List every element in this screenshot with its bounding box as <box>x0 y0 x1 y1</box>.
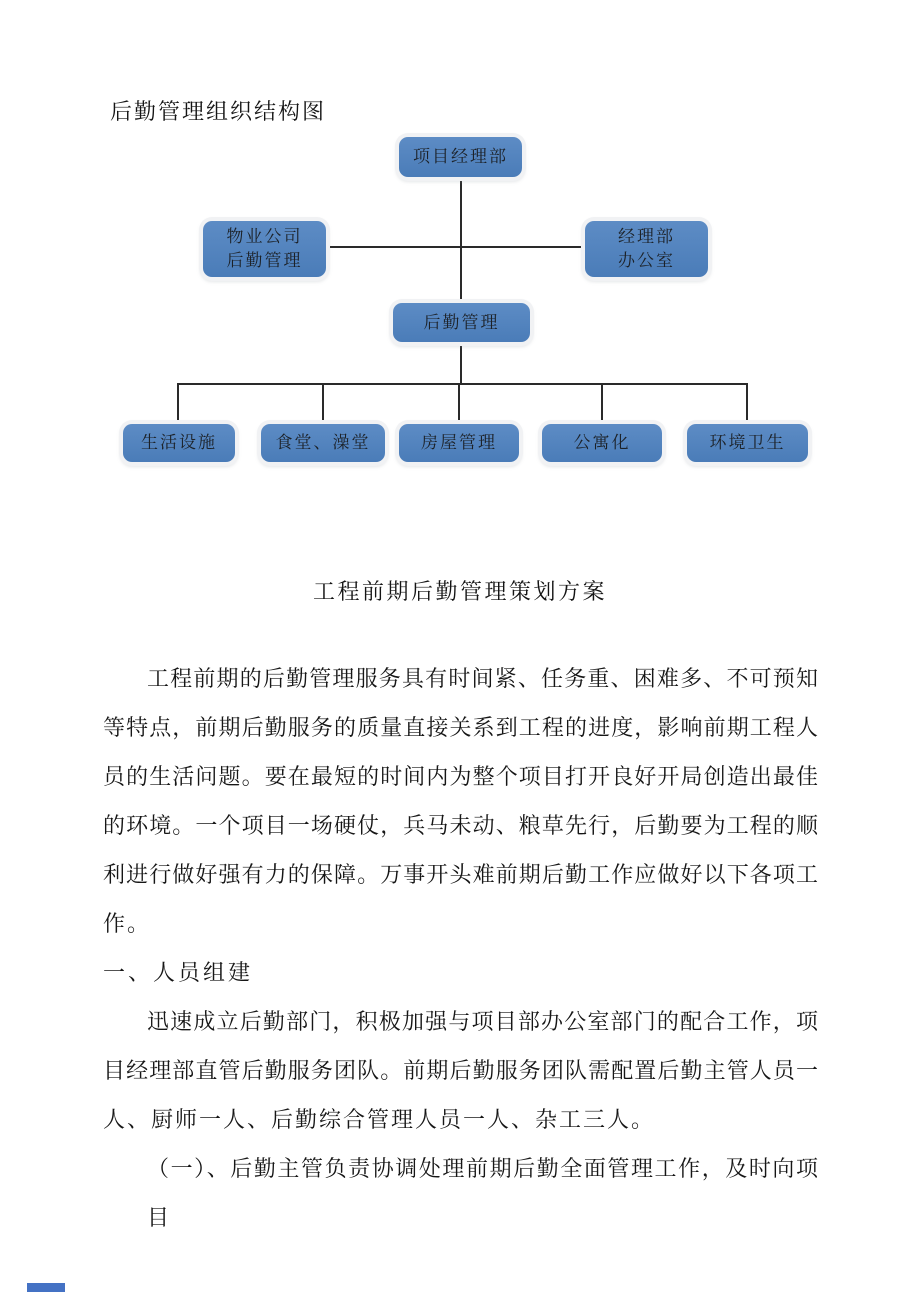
org-node-label: 环境卫生 <box>709 433 786 452</box>
connector-drop-2 <box>322 383 324 424</box>
connector-drop-4 <box>601 383 603 424</box>
paragraph-line: 作。 <box>103 911 152 936</box>
page-corner-mark <box>27 1283 65 1292</box>
org-node-label: 食堂、澡堂 <box>275 433 371 452</box>
org-node-apartmentization <box>542 424 662 462</box>
connector-top-vertical <box>460 177 462 304</box>
paragraph-line: 迅速成立后勤部门，积极加强与项目部办公室部门的配合工作，项 <box>147 1009 819 1034</box>
org-node-label: 后勤管理 <box>423 312 500 332</box>
org-node-manager-dept-office <box>585 221 708 277</box>
paragraph-line: 的环境。一个项目一场硬仗，兵马未动、粮草先行，后勤要为工程的顺 <box>103 813 819 838</box>
org-node-label: 公寓化 <box>573 433 631 452</box>
org-node-canteen-bathhouse <box>261 424 385 462</box>
document-body <box>103 654 819 1230</box>
org-node-project-manager-dept <box>399 137 522 177</box>
paragraph-line: 利进行做好强有力的保障。万事开头难前期后勤工作应做好以下各项工 <box>103 862 819 887</box>
org-node-logistics-management <box>393 303 530 342</box>
connector-drop-5 <box>746 383 748 424</box>
org-node-label: 办公室 <box>618 251 675 270</box>
org-chart <box>0 0 920 520</box>
document-title: 工程前期后勤管理策划方案 <box>312 579 607 604</box>
org-node-housing-management <box>399 424 519 462</box>
paragraph-line: （一）、后勤主管负责协调处理前期后勤全面管理工作，及时向项目 <box>147 1156 819 1230</box>
connector-drop-3 <box>458 383 460 424</box>
paragraph-line: 目经理部直管后勤服务团队。前期后勤服务团队需配置后勤主管人员一 <box>103 1058 819 1083</box>
paragraph-line: 员的生活问题。要在最短的时间内为整个项目打开良好开局创造出最佳 <box>103 764 819 789</box>
org-node-living-facilities <box>123 424 235 462</box>
org-node-label: 物业公司 <box>226 227 303 246</box>
connector-drop-1 <box>177 383 179 424</box>
connector-bottom-horizontal <box>177 383 748 385</box>
connector-middle-vertical <box>460 341 462 384</box>
paragraph-line: 工程前期的后勤管理服务具有时间紧、任务重、困难多、不可预知 <box>147 666 819 691</box>
org-node-property-company-logistics <box>203 221 326 277</box>
connector-left-right-horizontal <box>325 246 585 248</box>
org-node-label: 生活设施 <box>141 433 217 452</box>
org-node-environmental-sanitation <box>687 424 808 462</box>
org-node-label: 后勤管理 <box>226 251 303 270</box>
org-node-label: 经理部 <box>618 227 675 246</box>
paragraph-line: 人、厨师一人、后勤综合管理人员一人、杂工三人。 <box>103 1107 656 1132</box>
org-node-label: 房屋管理 <box>421 433 497 452</box>
org-node-label: 项目经理部 <box>413 147 508 166</box>
section-heading: 一、人员组建 <box>103 960 254 985</box>
paragraph-line: 等特点，前期后勤服务的质量直接关系到工程的进度，影响前期工程人 <box>103 715 819 740</box>
diagram-heading: 后勤管理组织结构图 <box>110 99 327 124</box>
